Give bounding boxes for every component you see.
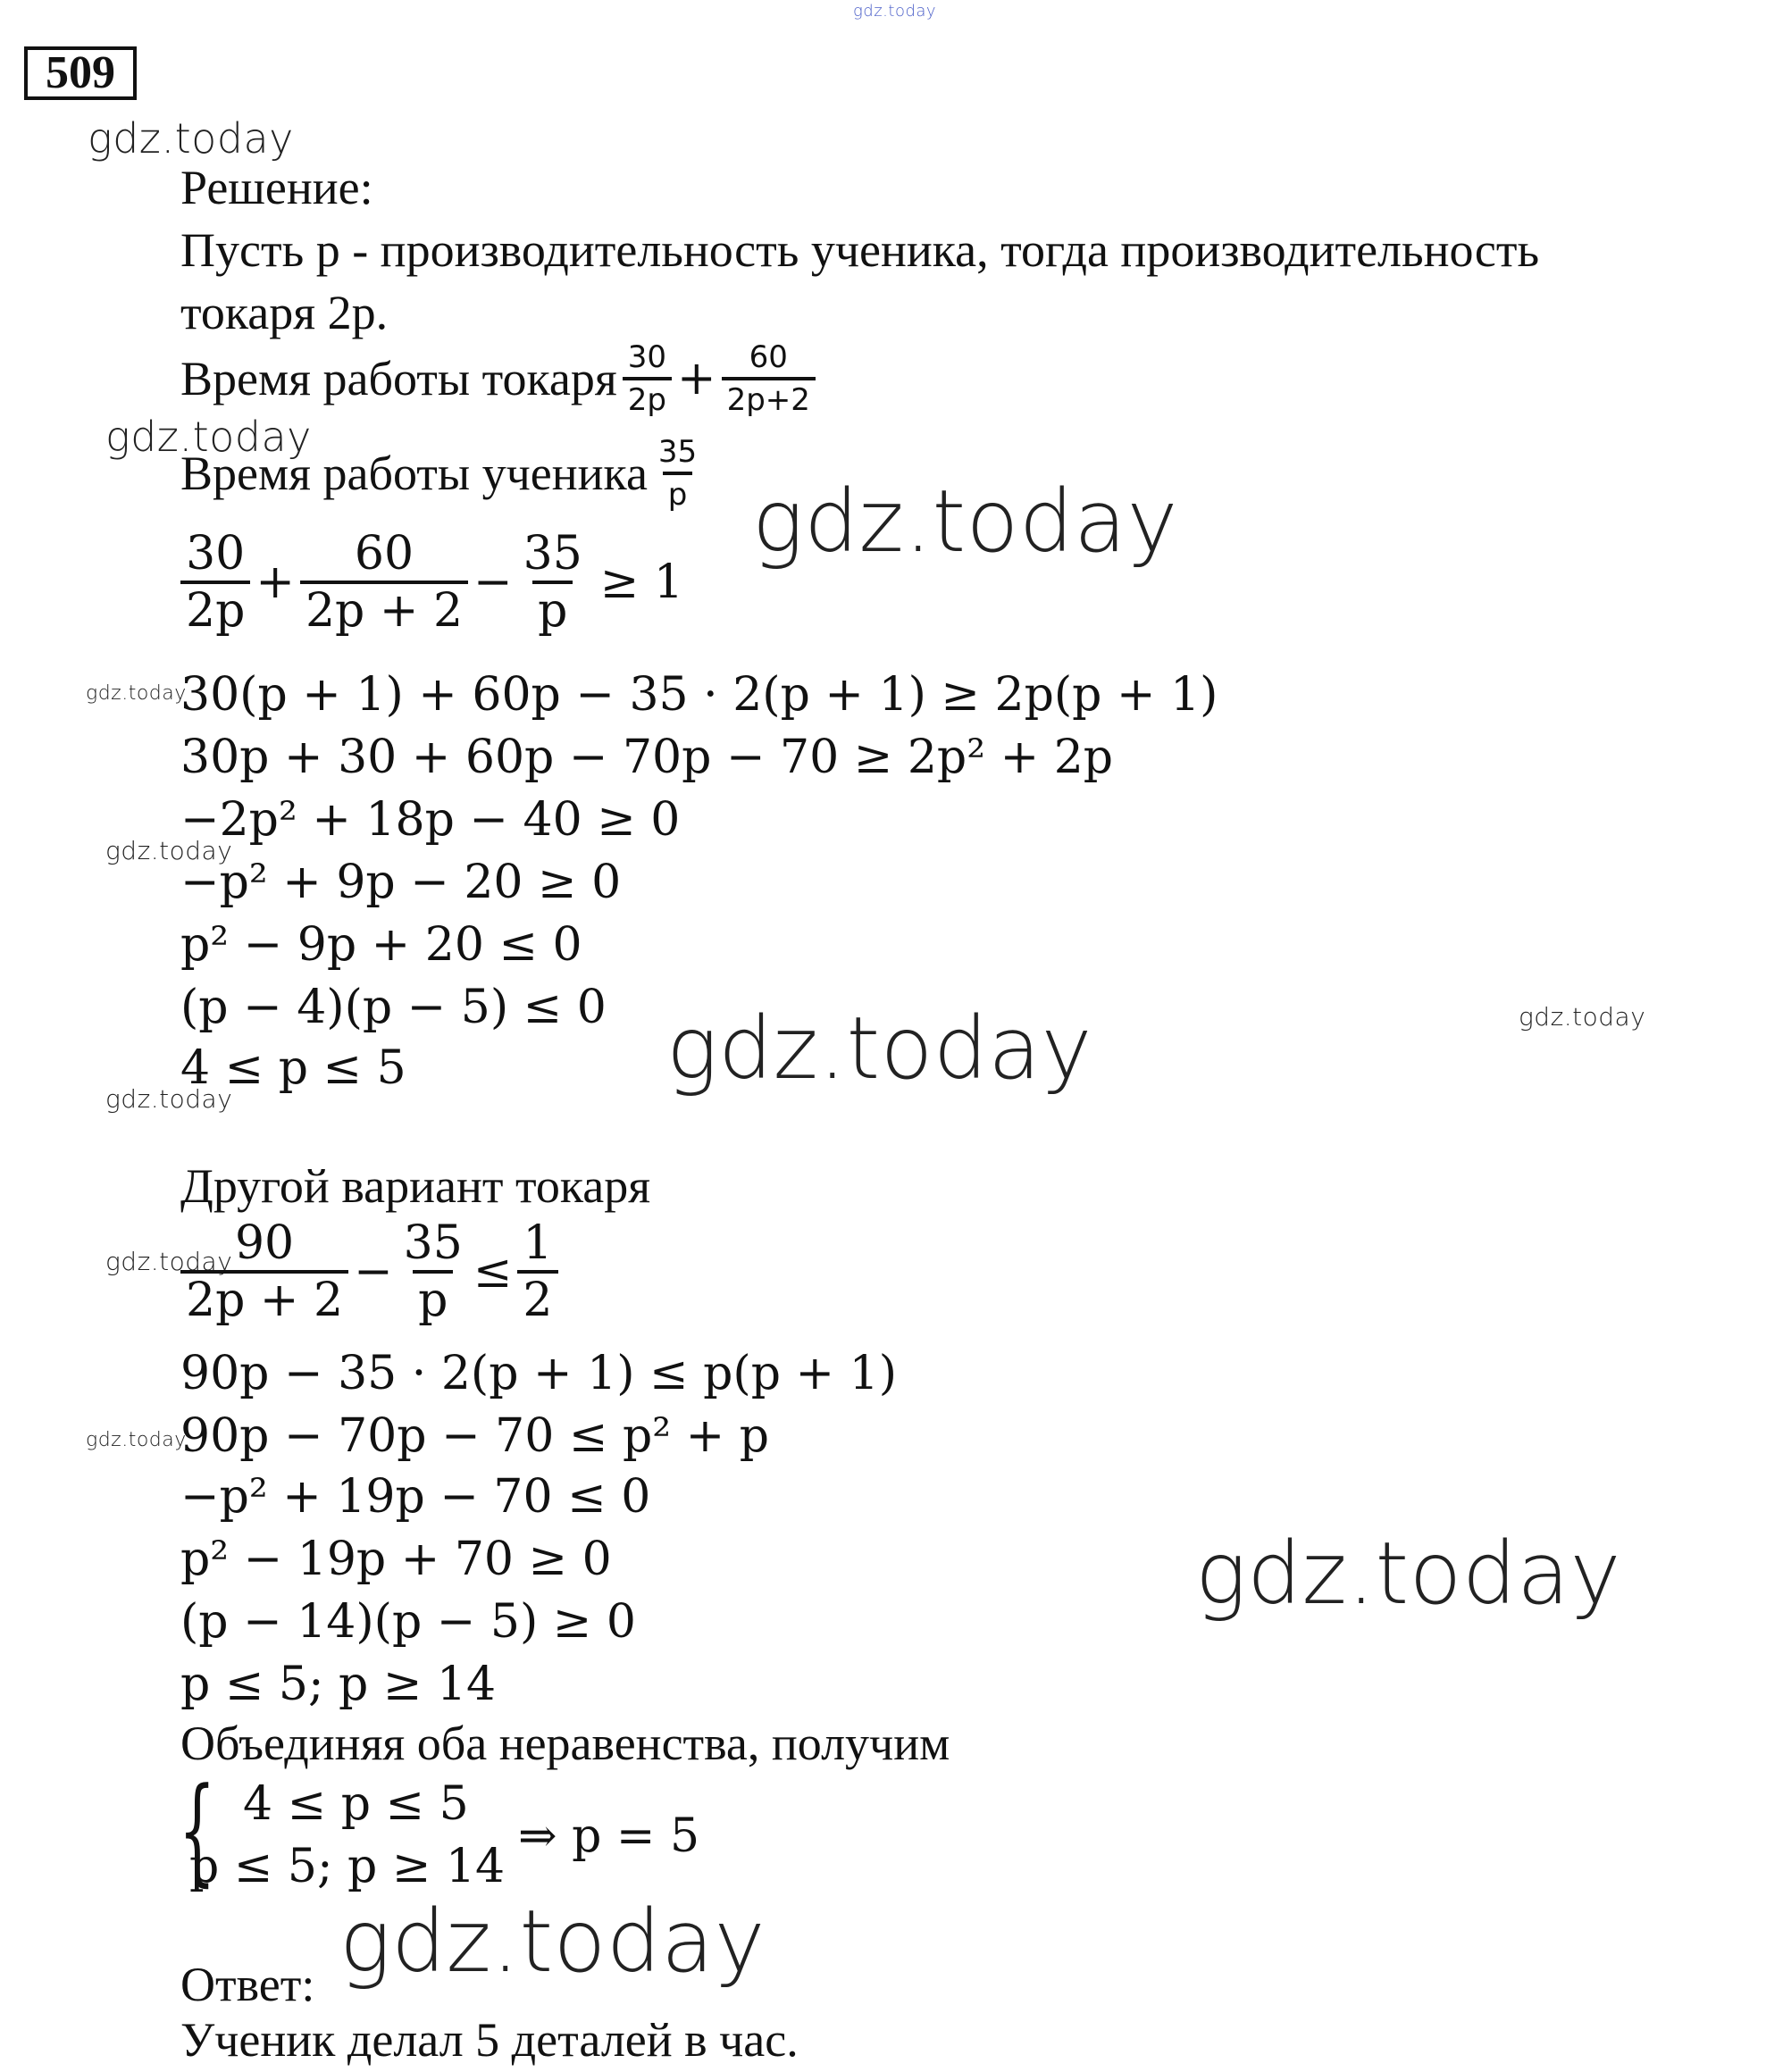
denominator: 2p + 2 [300,581,468,638]
watermark-large: gdz.today [339,1892,766,1992]
student-time-row [180,432,707,514]
numerator: 35 [403,1216,463,1270]
watermark: gdz.today [88,114,294,163]
intro-line-2: токаря 2p. [180,286,389,339]
watermark-top: gdz.today [853,2,937,21]
watermark-small: gdz.today [105,836,233,865]
step-line: 90p − 70p − 70 ≤ p² + p [180,1409,770,1463]
minus-sign: − [473,556,513,609]
watermark-small: gdz.today [105,1084,233,1114]
system-result: ⇒ p = 5 [518,1809,700,1863]
denominator: 2p [623,377,672,420]
system-line-2: p ≤ 5; p ≥ 14 [189,1840,506,1893]
minus-sign: − [354,1245,393,1299]
denominator: 2p [180,581,250,638]
numerator: 60 [354,527,414,581]
fraction [722,338,816,420]
fraction [518,527,588,638]
denominator: p [532,581,573,638]
combine-label: Объединяя оба неравенства, получим [180,1717,950,1770]
fraction [517,1216,557,1327]
answer-label: Ответ: [180,1958,315,2011]
watermark-small: gdz.today [86,1429,187,1451]
watermark-small: gdz.today [105,1247,233,1276]
watermark-large: gdz.today [666,998,1092,1099]
watermark-large: gdz.today [752,472,1178,572]
step-line: −p² + 19p − 70 ≤ 0 [180,1470,651,1524]
turner-time-label: Время работы токаря [180,352,617,405]
fraction [300,527,468,638]
step-line: 30(p + 1) + 60p − 35 · 2(p + 1) ≥ 2p(p + 1) [180,668,1218,722]
numerator: 30 [186,527,246,581]
student-time-label: Время работы ученика [180,447,648,500]
watermark-large: gdz.today [1195,1524,1621,1624]
numerator: 1 [523,1216,553,1270]
step-line: 30p + 30 + 60p − 70p − 70 ≥ 2p² + 2p [180,731,1114,784]
denominator: 2 [517,1270,557,1327]
watermark-small: gdz.today [86,682,187,705]
system-brace: { [179,1762,216,1898]
step-line: −p² + 9p − 20 ≥ 0 [180,856,622,909]
problem-number: 509 [24,46,137,100]
alt-label: Другой вариант токаря [180,1159,651,1213]
numerator: 90 [234,1216,295,1270]
inequality-rhs: ≥ 1 [599,556,683,609]
system-line-1: 4 ≤ p ≤ 5 [243,1777,469,1831]
fraction [180,1216,348,1327]
denominator: p [663,472,693,514]
answer-text: Ученик делал 5 деталей в час. [180,2013,799,2067]
step-line: −2p² + 18p − 40 ≥ 0 [180,793,681,847]
fraction [623,338,672,420]
watermark-small: gdz.today [1519,1002,1646,1032]
relation-sign: ≤ [473,1245,513,1299]
step-line: p² − 19p + 70 ≥ 0 [180,1533,612,1586]
solution-heading: Решение: [180,161,373,214]
step-line: (p − 14)(p − 5) ≥ 0 [180,1595,636,1649]
watermark: gdz.today [105,413,312,461]
numerator: 35 [657,434,698,470]
plus-sign: + [255,556,295,609]
numerator: 30 [627,339,666,375]
fraction [180,527,250,638]
step-line: 90p − 35 · 2(p + 1) ≤ p(p + 1) [180,1347,897,1400]
denominator: 2p+2 [722,377,816,420]
plus-sign: + [676,352,716,405]
numerator: 60 [749,339,788,375]
intro-line-1: Пусть p - производительность ученика, тогда производительность [180,223,1540,277]
step-line: p² − 9p + 20 ≤ 0 [180,918,582,972]
fraction [398,1216,468,1327]
denominator: 2p + 2 [180,1270,348,1327]
step-line: 4 ≤ p ≤ 5 [180,1041,406,1095]
fraction [653,432,702,514]
turner-time-row [180,338,821,420]
step-line: p ≤ 5; p ≥ 14 [180,1658,497,1711]
step-line: (p − 4)(p − 5) ≤ 0 [180,981,607,1034]
denominator: p [413,1270,453,1327]
numerator: 35 [523,527,582,581]
inequality-2 [175,1216,564,1327]
inequality-1 [175,527,683,638]
